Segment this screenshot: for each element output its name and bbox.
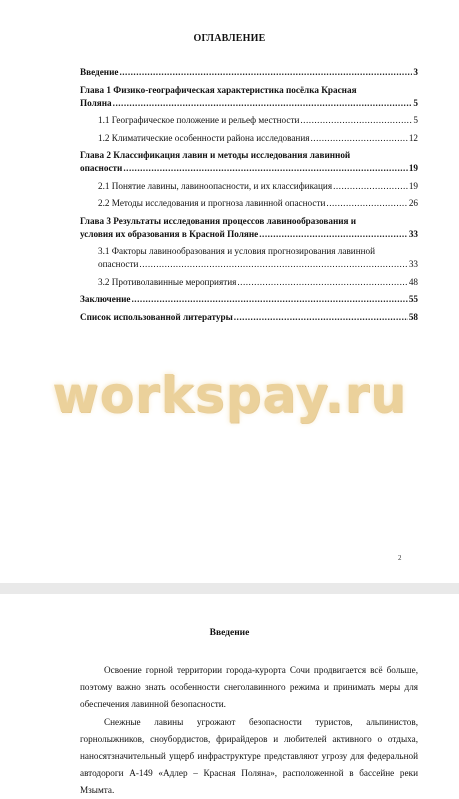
document-page-introduction: [0, 594, 459, 799]
toc-title: ОГЛАВЛЕНИЕ: [193, 33, 266, 44]
paragraph: Снежные лавины угрожают безопасности туристов, альпинистов, горнолыжников, сноубордистов, фрирайдеров и любителей активного о отдыха, наносятзначительный ущерб инфраструктуре представляют угрозу для федеральной автодороги А-149 «Адлер – Красная Поляна», расположенной в бассейне реки Мзымта.: [80, 717, 418, 795]
toc-leader-dots: [113, 97, 413, 110]
toc-leader-dots: [300, 114, 412, 127]
toc-entry-label-line1: Глава 2 Классификация лавин и методы исследования лавинной: [80, 150, 351, 160]
toc-entry-page: 55: [408, 294, 418, 304]
toc-entry-label-line1: Глава 1 Физико-географическая характеристика посёлка Красная: [80, 84, 357, 95]
toc-entry-label: 1.2 Климатические особенности района исследования: [98, 132, 310, 143]
toc-entry-introduction[interactable]: [80, 66, 418, 79]
toc-entry-page: 48: [408, 276, 418, 287]
toc-entry-references[interactable]: [80, 311, 418, 324]
toc-entry-section-2-2[interactable]: [80, 197, 418, 210]
toc-entry-label: 1.1 Географическое положение и рельеф местности: [98, 115, 300, 125]
toc-leader-dots: [234, 311, 408, 324]
toc-entry-label: 3.2 Противолавинные мероприятия: [98, 276, 237, 287]
toc-leader-dots: [237, 276, 407, 289]
toc-entry-label: Поляна: [80, 97, 112, 108]
toc-entry-section-1-2[interactable]: [80, 132, 418, 145]
toc-entry-conclusion[interactable]: [80, 293, 418, 306]
toc-entry-label-line1: 3.1 Факторы лавинообразования и условия прогнозирования лавинной: [98, 246, 376, 256]
toc-leader-dots: [139, 258, 407, 271]
toc-leader-dots: [326, 197, 407, 210]
toc-leader-dots: [123, 162, 407, 175]
toc-entry-page: 3: [413, 67, 418, 77]
toc-entry-label-line1: Глава 3 Результаты исследования процессов лавинообразования и: [80, 215, 357, 226]
toc-leader-dots: [119, 66, 412, 79]
toc-leader-dots: [311, 132, 408, 145]
toc-entry-page: 19: [408, 163, 418, 173]
toc-entry-page: 33: [408, 228, 418, 239]
toc-entry-section-1-1[interactable]: [80, 114, 418, 127]
toc-entry-page: 26: [408, 198, 418, 208]
toc-entry-chapter-1[interactable]: [80, 97, 418, 110]
toc-entry-label: 2.2 Методы исследования и прогноза лавинной опасности: [98, 198, 326, 208]
toc-entry-page: 12: [408, 132, 418, 143]
toc-entry-chapter-2[interactable]: [80, 162, 418, 175]
toc-entry-page: 19: [408, 180, 418, 191]
page-number: 2: [398, 554, 402, 562]
section-title: Введение: [209, 628, 250, 638]
watermark-logo: workspay.ru: [52, 366, 407, 424]
toc-leader-dots: [259, 228, 408, 241]
toc-leader-dots: [132, 293, 408, 306]
toc-entry-label: опасности: [80, 163, 123, 173]
toc-entry-page: 58: [408, 311, 418, 322]
toc-entry-page: 5: [413, 115, 418, 125]
toc-entry-label: Список использованной литературы: [80, 311, 233, 322]
toc-entry-section-2-1[interactable]: [80, 180, 418, 193]
toc-entry-section-3-2[interactable]: [80, 276, 418, 289]
toc-entry-section-3-1[interactable]: [80, 258, 418, 271]
toc-entry-label: 2.1 Понятие лавины, лавиноопасности, и их классификация: [98, 180, 333, 191]
toc-entry-label: опасности: [98, 259, 139, 269]
toc-entry-page: 33: [408, 259, 418, 269]
toc-entry-label: Заключение: [80, 294, 131, 304]
toc-entry-label: Введение: [80, 67, 119, 77]
toc-leader-dots: [333, 180, 408, 193]
toc-entry-label: условия их образования в Красной Поляне: [80, 228, 259, 239]
paragraph: Освоение горной территории города-курорта Сочи продвигается всё больше, поэтому важно знать особенности снеголавинного режима и принимать меры для обеспечения лавинной безопасности.: [80, 665, 418, 709]
toc-entry-chapter-3[interactable]: [80, 228, 418, 241]
table-of-contents: [80, 66, 418, 328]
toc-entry-page: 5: [413, 97, 418, 108]
